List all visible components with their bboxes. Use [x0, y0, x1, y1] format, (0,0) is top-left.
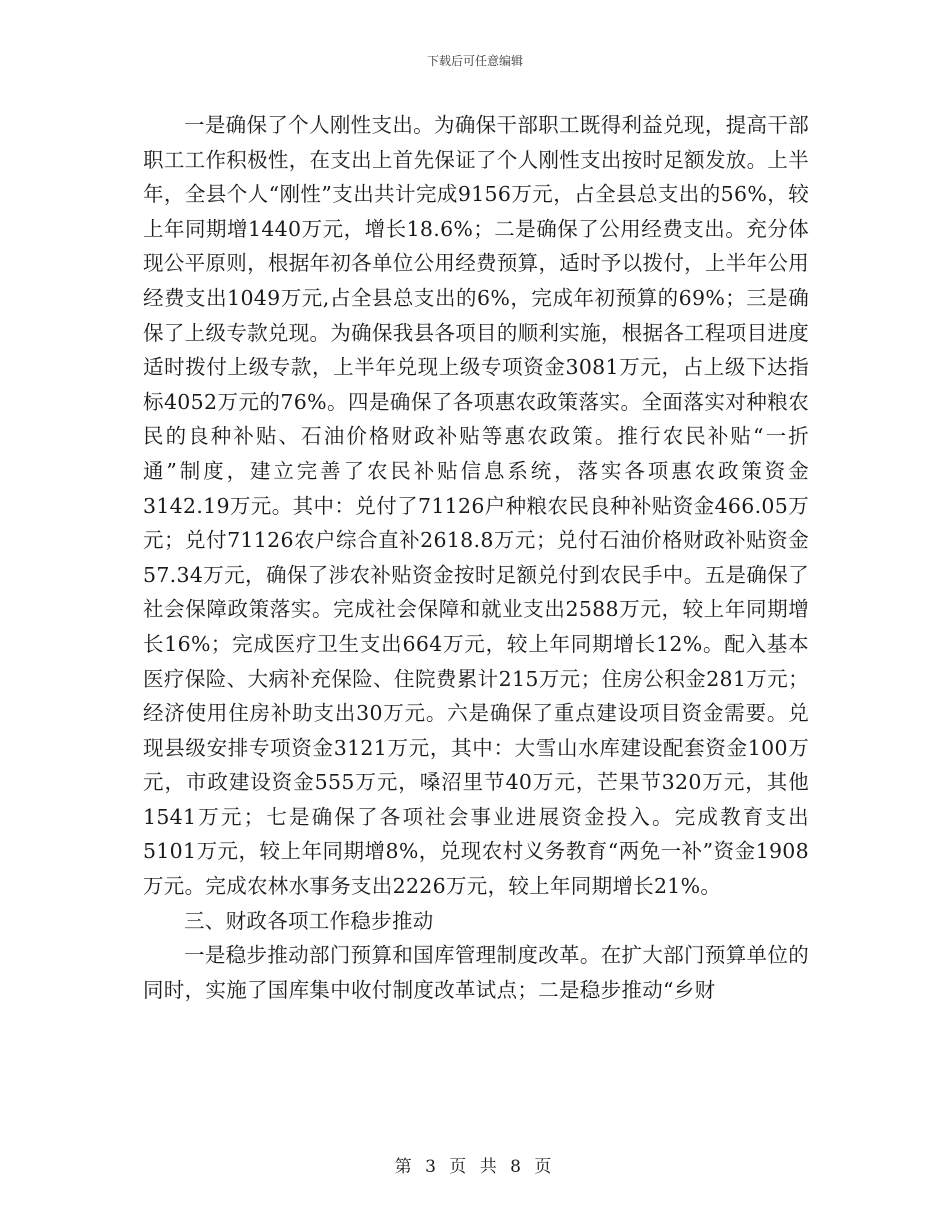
page-number-footer: 第 3 页 共 8 页	[394, 1157, 556, 1177]
section-heading-3: 三、财政各项工作稳步推动	[184, 908, 434, 933]
paragraph-fiscal-expenditure: 一是确保了个人刚性支出。为确保干部职工既得利益兑现，提高干部职工工作积极性，在支出上首先保证了个人刚性支出按时足额发放。上半年，全县个人“刚性”支出共计完成9156万元，占全县总支出的56%，较上年同期增1440万元，增长18.6%；二是确保了公用经费支出。充分体现公平原则，根据年初各单位公用经费预算，适时予以拨付，上半年公用经费支出1049万元,占全县总支出的6%，完成年初预算的69%；三是确保了上级专款兑现。为确保我县各项目的顺利实施，根据各工程项目进度适时拨付上级专款，上半年兑现上级专项资金3081万元，占上级下达指标4052万元的76%。四是确保了各项惠农政策落实。全面落实对种粮农民的良种补贴、石油价格财政补贴等惠农政策。推行农民补贴“一折通”制度，建立完善了农民补贴信息系统，落实各项惠农政策资金3142.19万元。其中：兑付了71126户种粮农民良种补贴资金466.05万元；兑付71126农户综合直补2618.8万元；兑付石油价格财政补贴资金57.34万元，确保了涉农补贴资金按时足额兑付到农民手中。五是确保了社会保障政策落实。完成社会保障和就业支出2588万元，较上年同期增长16%；完成医疗卫生支出664万元，较上年同期增长12%。配入基本医疗保险、大病补充保险、住院费累计215万元；住房公积金281万元；经济使用住房补助支出30万元。六是确保了重点建设项目资金需要。兑现县级安排专项资金3121万元，其中：大雪山水库建设配套资金100万元，市政建设资金555万元，嗓沼里节40万元，芒果节320万元，其他1541万元；七是确保了各项社会事业进展资金投入。完成教育支出5101万元，较上年同期增8%，兑现农村义务教育“两免一补”资金1908万元。完成农林水事务支出2226万元，较上年同期增长21%。	[143, 113, 809, 899]
document-body	[143, 108, 809, 1007]
paragraph-reform: 一是稳步推动部门预算和国库管理制度改革。在扩大部门预算单位的同时，实施了国库集中收付制度改革试点；二是稳步推动“乡财	[143, 943, 809, 1002]
page-header: 下载后可任意编辑	[426, 54, 523, 68]
